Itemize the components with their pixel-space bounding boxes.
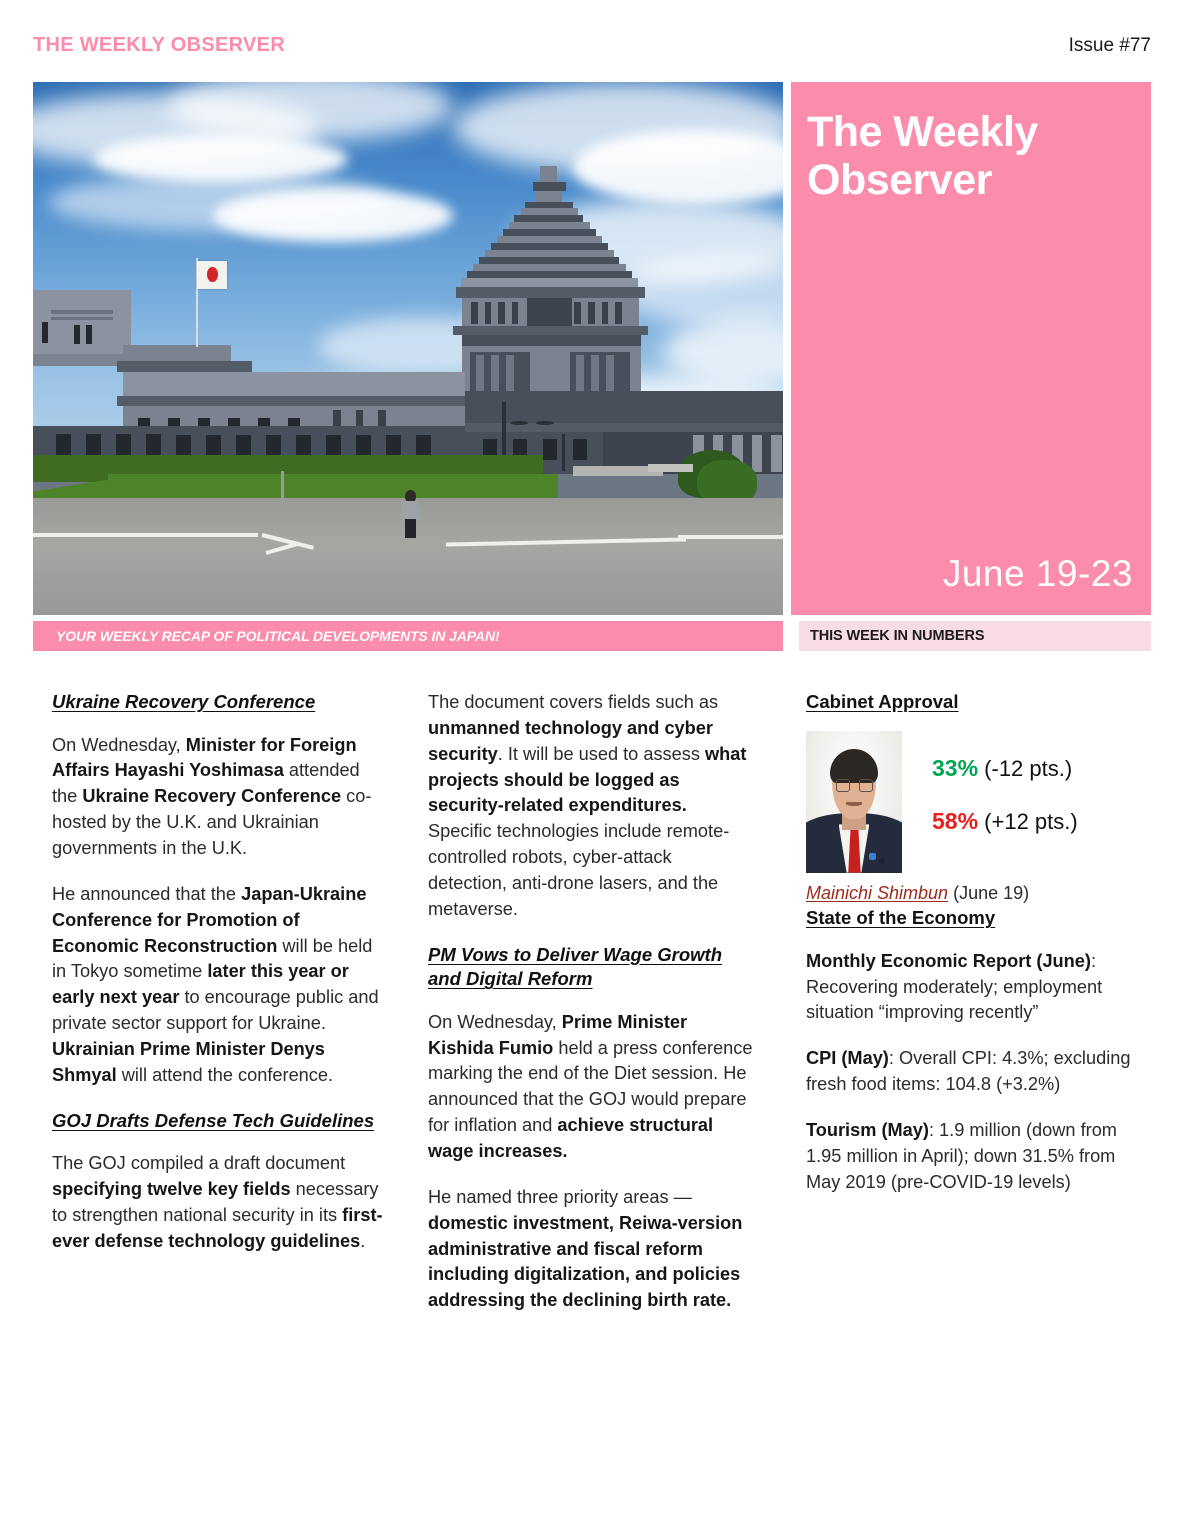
disapproval-rating-line [932, 807, 1141, 834]
poll-source-date: (June 19) [953, 882, 1030, 903]
article-paragraph: The GOJ compiled a draft document specifying twelve key fields necessary to strengthen national security in its first-ever defense technology guidelines. [52, 1153, 383, 1251]
column-left [52, 690, 384, 1255]
poll-source-name[interactable]: Mainichi Shimbun [806, 882, 949, 903]
brand-wordmark: THE WEEKLY OBSERVER [33, 34, 286, 56]
section-heading: PM Vows to Deliver Wage Growth and Digital Reform [428, 943, 722, 990]
hero-title-panel [791, 82, 1151, 615]
cabinet-approval-block [806, 731, 1141, 873]
diet-building-illustration [33, 82, 783, 615]
article-paragraph: On Wednesday, Minister for Foreign Affairs Hayashi Yoshimasa attended the Ukraine Recovery Conference co-hosted by the U.K. and Ukrainian governments in the U.K. [52, 734, 372, 858]
disapproval-percent: 58% [932, 807, 979, 834]
article-paragraph: He announced that the Japan-Ukraine Conference for Promotion of Economic Reconstruction will be held in Tokyo sometime later this year or early next year to encourage public and private sector support for Ukraine. Ukrainian Prime Minister Denys Shmyal will attend the conference. [52, 883, 379, 1085]
article-paragraph: On Wednesday, Prime Minister Kishida Fumio held a press conference marking the end of the Diet session. He announced that the GOJ would prepare for inflation and achieve structural wage increases. [428, 1011, 753, 1161]
approval-stats [902, 731, 1141, 833]
this-week-in-numbers-label: THIS WEEK IN NUMBERS [810, 628, 985, 644]
approval-percent: 33% [932, 754, 979, 781]
economy-stat-item: CPI (May): Overall CPI: 4.3%; excluding fresh food items: 104.8 (+3.2%) [806, 1048, 1131, 1095]
article-paragraph: He named three priority areas — domestic investment, Reiwa-version administrative and fiscal reform including digitalization, and policies addressing the declining birth rate. [428, 1186, 743, 1311]
article-paragraph: The document covers fields such as unmanned technology and cyber security. It will be used to assess what projects should be logged as security-related expenditures. Specific technologies include remote-controlled robots, cyber-attack detection, anti-drone lasers, and the metaverse. [428, 692, 747, 919]
issue-date-range: June 19-23 [942, 553, 1133, 594]
cabinet-approval-heading: Cabinet Approval [806, 691, 959, 712]
approval-rating-line [932, 754, 1141, 781]
tagline-text: YOUR WEEKLY RECAP OF POLITICAL DEVELOPMENTS IN JAPAN! [56, 628, 500, 644]
approval-delta: (-12 pts.) [984, 755, 1073, 781]
section-heading: GOJ Drafts Defense Tech Guidelines [52, 1109, 375, 1131]
tagline-bar [33, 621, 783, 651]
issue-number: Issue #77 [1068, 34, 1151, 56]
hero-photo-diet-building [33, 82, 783, 615]
economy-stat-item: Tourism (May): 1.9 million (down from 1.95 million in April); down 31.5% from May 2019 (pre-COVID-19 levels) [806, 1119, 1117, 1192]
publication-title: The Weekly Observer [807, 108, 1038, 205]
state-of-economy-heading: State of the Economy [806, 907, 996, 929]
column-middle [428, 690, 753, 1314]
poll-source [806, 881, 1141, 907]
column-right-sidebar [806, 690, 1141, 1195]
economy-stat-item: Monthly Economic Report (June): Recovering moderately; employment situation “improving recently” [806, 950, 1103, 1023]
this-week-in-numbers-bar [799, 621, 1151, 651]
kishida-portrait [806, 731, 902, 873]
section-heading: Ukraine Recovery Conference [52, 691, 316, 712]
disapproval-delta: (+12 pts.) [984, 808, 1078, 834]
masthead [33, 28, 1151, 62]
